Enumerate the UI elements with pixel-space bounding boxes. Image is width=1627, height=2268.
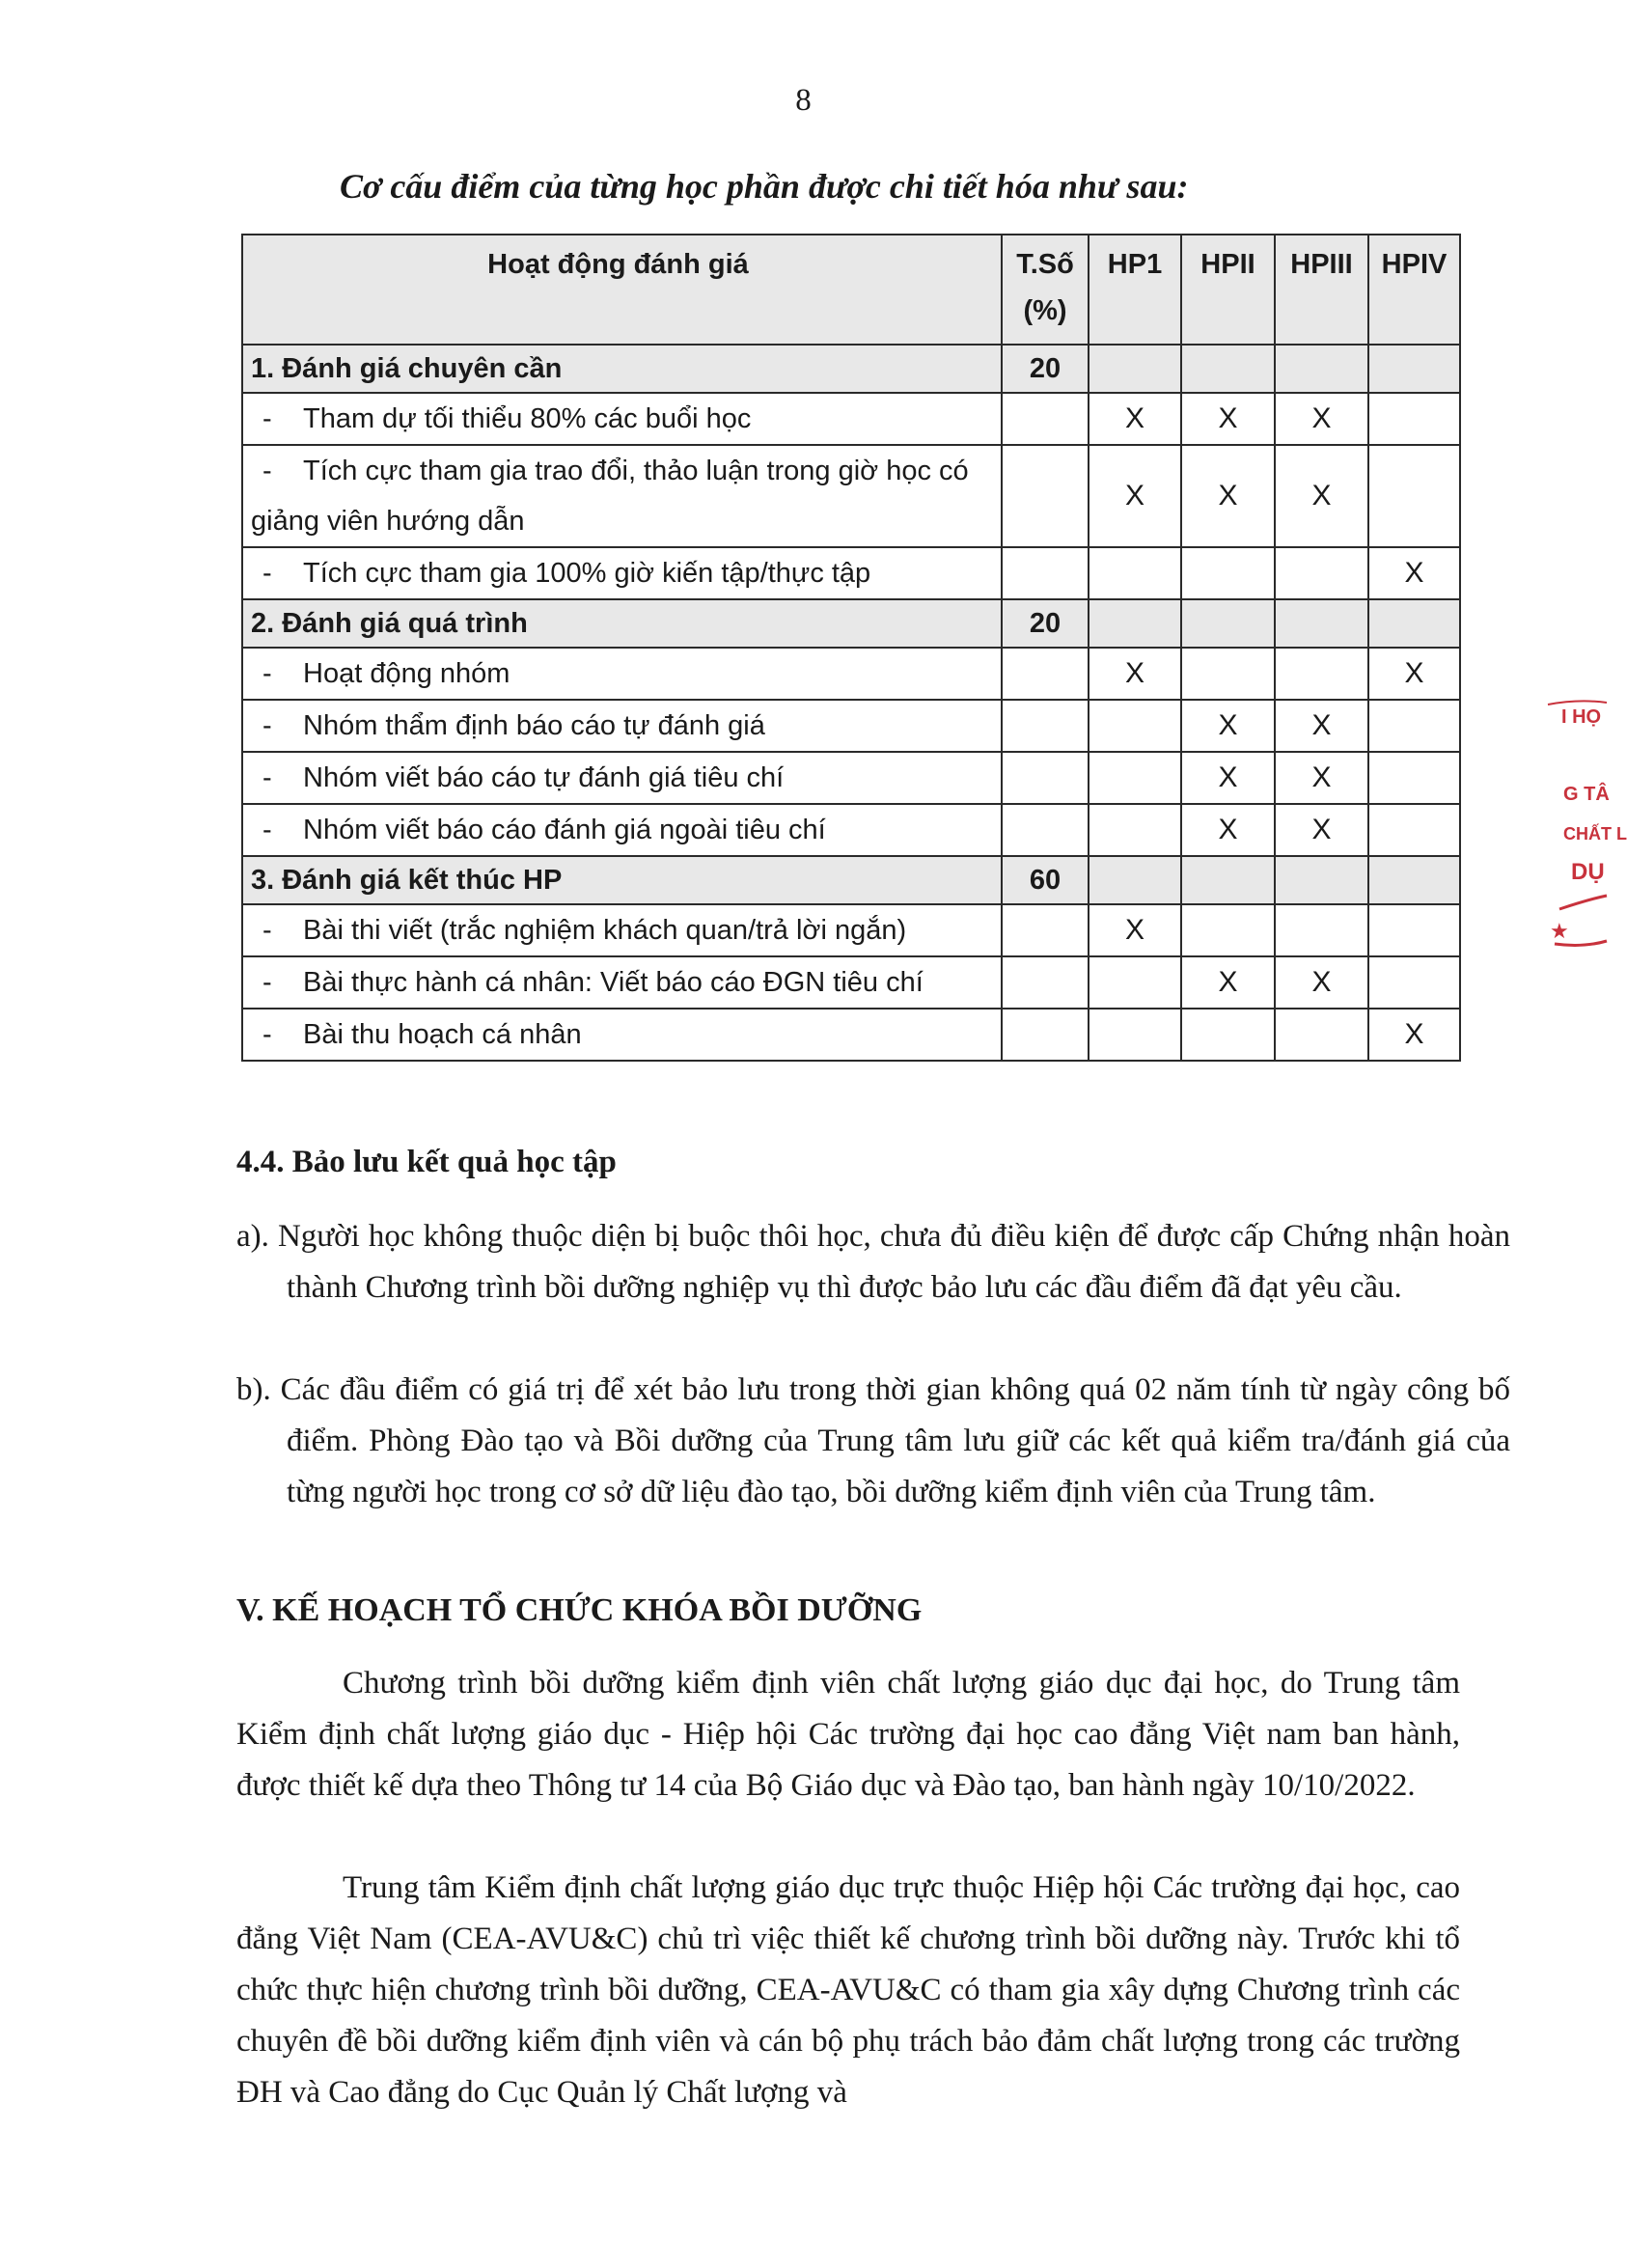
activity-cell [242,904,1002,956]
hp2-cell [1181,904,1275,956]
red-seal-stamp [1540,695,1627,965]
header-hp1: HP1 [1089,235,1181,345]
activity-label: Nhóm viết báo cáo tự đánh giá tiêu chí [303,761,785,793]
activity-cell [242,445,1002,547]
hp2-cell [1181,599,1275,648]
bullet-dash: - [262,402,272,434]
hp4-cell [1368,956,1460,1009]
pct-cell [1002,804,1089,856]
hp1-cell: X [1089,393,1181,445]
table-row [242,700,1460,752]
hp4-cell [1368,393,1460,445]
hp3-cell [1275,547,1368,599]
hp1-cell: X [1089,648,1181,700]
table-body [242,345,1460,1061]
hp4-cell [1368,445,1460,547]
seal-fragment: I HỌ [1561,706,1602,728]
hp4-cell: X [1368,648,1460,700]
pct-cell [1002,700,1089,752]
hp2-cell: X [1181,752,1275,804]
header-pct: T.Số (%) [1002,235,1089,345]
header-activity: Hoạt động đánh giá [242,235,1002,345]
paragraph-b: b). Các đầu điểm có giá trị để xét bảo lưu trong thời gian không quá 02 năm tính từ ngày công bố điểm. Phòng Đào tạo và Bồi dưỡng của Trung tâm lưu giữ các kết quả kiểm tra/đánh giá của từng người học trong cơ sở dữ liệu đào tạo, bồi dưỡng kiểm định viên của Trung tâm. [236,1372,1510,1509]
header-hp4: HPIV [1368,235,1460,345]
hp1-cell [1089,345,1181,393]
hp3-cell: X [1275,752,1368,804]
header-hp2: HPII [1181,235,1275,345]
table-row [242,804,1460,856]
table-row [242,648,1460,700]
hp2-cell: X [1181,804,1275,856]
pct-cell [1002,752,1089,804]
hp3-cell: X [1275,956,1368,1009]
section-v-paragraph-2: Trung tâm Kiểm định chất lượng giáo dục trực thuộc Hiệp hội Các trường đại học, cao đẳng Việt Nam (CEA-AVU&C) chủ trì việc thiết kế chương trình bồi dưỡng này. Trước khi tổ chức thực hiện chương trình bồi dưỡng, CEA-AVU&C có tham gia xây dựng Chương trình các chuyên đề bồi dưỡng kiểm định viên và cán bộ phụ trách bảo đảm chất lượng trong các trường ĐH và Cao đẳng do Cục Quản lý Chất lượng và [236,1870,1460,2110]
activity-label: Bài thực hành cá nhân: Viết báo cáo ĐGN tiêu chí [303,966,924,998]
table-row [242,445,1460,547]
hp1-cell [1089,804,1181,856]
bullet-dash: - [262,709,272,741]
bullet-dash: - [262,657,272,689]
activity-cell [242,648,1002,700]
activity-label: Tích cực tham gia 100% giờ kiến tập/thực tập [303,557,871,589]
hp2-cell [1181,648,1275,700]
pct-cell [1002,547,1089,599]
hp3-cell [1275,856,1368,904]
table-row [242,956,1460,1009]
section-4-4-heading: 4.4. Bảo lưu kết quả học tập [236,1145,617,1179]
hp2-cell: X [1181,393,1275,445]
bullet-dash: - [262,914,272,946]
hp4-cell [1368,700,1460,752]
hp3-cell: X [1275,393,1368,445]
hp2-cell [1181,345,1275,393]
hp3-cell [1275,648,1368,700]
hp3-cell: X [1275,445,1368,547]
table-row [242,1009,1460,1061]
seal-fragment: G TÂ [1563,784,1610,805]
bullet-dash: - [262,966,272,998]
hp2-cell: X [1181,956,1275,1009]
bullet-dash: - [262,557,272,589]
hp3-cell: X [1275,804,1368,856]
section-v-heading: V. KẾ HOẠCH TỔ CHỨC KHÓA BỒI DƯỠNG [236,1592,923,1628]
pct-cell [1002,648,1089,700]
pct-cell [1002,956,1089,1009]
activity-cell [242,393,1002,445]
assessment-table [241,234,1461,1062]
paragraph-a: a). Người học không thuộc diện bị buộc thôi học, chưa đủ điều kiện để được cấp Chứng nhận hoàn thành Chương trình bồi dưỡng nghiệp vụ thì được bảo lưu các đầu điểm đã đạt yêu cầu. [236,1219,1510,1305]
section-v-paragraph-1: Chương trình bồi dưỡng kiểm định viên chất lượng giáo dục đại học, do Trung tâm Kiểm định chất lượng giáo dục - Hiệp hội Các trường đại học cao đẳng Việt nam ban hành, được thiết kế dựa theo Thông tư 14 của Bộ Giáo dục và Đào tạo, ban hành ngày 10/10/2022. [236,1666,1460,1803]
bullet-dash: - [262,761,272,793]
hp1-cell: X [1089,445,1181,547]
table-group-row [242,856,1460,904]
hp1-cell [1089,752,1181,804]
table-row [242,393,1460,445]
table-group-row [242,345,1460,393]
activity-cell [242,547,1002,599]
hp1-cell [1089,700,1181,752]
pct-cell: 20 [1002,345,1089,393]
hp4-cell [1368,804,1460,856]
pct-cell: 60 [1002,856,1089,904]
activity-label: Nhóm viết báo cáo đánh giá ngoài tiêu chí [303,814,826,845]
hp1-cell: X [1089,904,1181,956]
activity-cell [242,752,1002,804]
pct-cell [1002,445,1089,547]
table-group-row [242,599,1460,648]
seal-star-icon: ★ [1550,919,1569,943]
bullet-dash: - [262,814,272,845]
hp1-cell [1089,956,1181,1009]
activity-label: Nhóm thẩm định báo cáo tự đánh giá [303,709,765,741]
hp2-cell: X [1181,700,1275,752]
table-caption: Cơ cấu điểm của từng học phần được chi tiết hóa như sau: [340,167,1189,206]
activity-label: Bài thi viết (trắc nghiệm khách quan/trả lời ngắn) [303,914,907,946]
pct-cell: 20 [1002,599,1089,648]
hp2-cell: X [1181,445,1275,547]
hp1-cell [1089,856,1181,904]
hp4-cell [1368,345,1460,393]
hp3-cell [1275,904,1368,956]
activity-label: Tích cực tham gia trao đổi, thảo luận trong giờ học có giảng viên hướng dẫn [251,456,969,537]
activity-cell [242,956,1002,1009]
activity-cell [242,1009,1002,1061]
hp2-cell [1181,856,1275,904]
bullet-dash: - [262,456,272,486]
hp1-cell [1089,1009,1181,1061]
activity-label: Hoạt động nhóm [303,657,510,689]
hp4-cell [1368,599,1460,648]
activity-label: Bài thu hoạch cá nhân [303,1018,582,1050]
group-label: 1. Đánh giá chuyên cần [242,345,1002,393]
hp4-cell [1368,752,1460,804]
page-number: 8 [795,83,812,118]
hp3-cell [1275,1009,1368,1061]
activity-label: Tham dự tối thiểu 80% các buổi học [303,402,752,434]
hp3-cell [1275,599,1368,648]
table-header-row [242,235,1460,345]
bullet-dash: - [262,1018,272,1050]
hp4-cell [1368,856,1460,904]
hp4-cell: X [1368,547,1460,599]
table-row [242,752,1460,804]
hp4-cell [1368,904,1460,956]
pct-cell [1002,1009,1089,1061]
seal-fragment: DỤ [1571,859,1605,885]
group-label: 2. Đánh giá quá trình [242,599,1002,648]
pct-cell [1002,393,1089,445]
hp4-cell: X [1368,1009,1460,1061]
activity-cell [242,804,1002,856]
hp2-cell [1181,1009,1275,1061]
seal-fragment: CHẤT L [1563,824,1627,844]
hp3-cell [1275,345,1368,393]
hp2-cell [1181,547,1275,599]
hp3-cell: X [1275,700,1368,752]
table-row [242,547,1460,599]
table-row [242,904,1460,956]
group-label: 3. Đánh giá kết thúc HP [242,856,1002,904]
activity-cell [242,700,1002,752]
header-hp3: HPIII [1275,235,1368,345]
pct-cell [1002,904,1089,956]
hp1-cell [1089,547,1181,599]
hp1-cell [1089,599,1181,648]
